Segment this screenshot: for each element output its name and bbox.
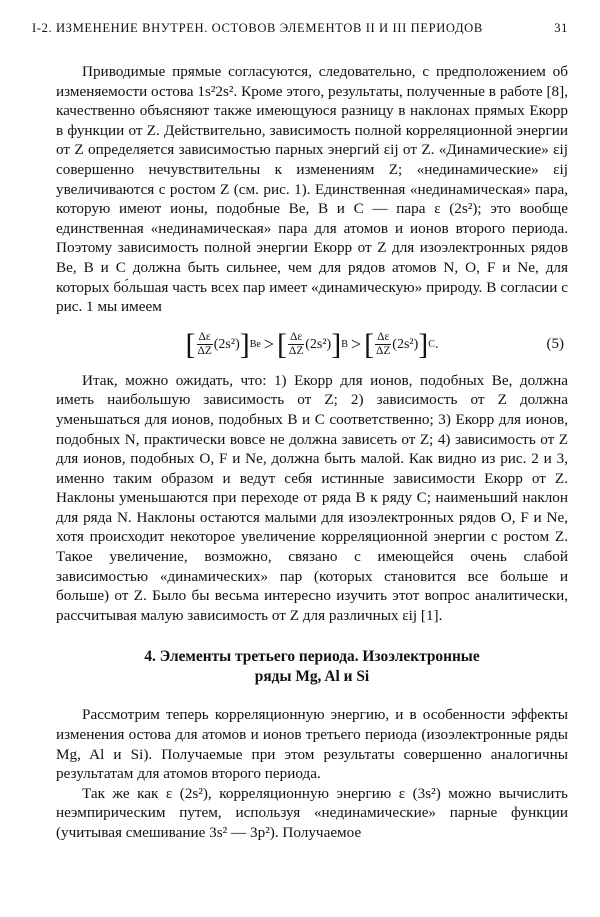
paragraph-2: Итак, можно ожидать, что: 1) Eкорр для ионов, подобных Be, должна иметь наибольшую зависимость от Z; 2) зависимость от Z должна уменьшаться для ионов, подобных B и C соответственно; 3) Eкорр для ионов, подобных N, практически вовсе не должна зависеть от Z; 4) зависимость от Z для ионов, подобных O, F и Ne, должна быть малой. Как видно из рис. 2 и 3, именно таким образом и ведут себя истинные зависимости Eкорр от Z. Наклоны уменьшаются при переходе от ряда B к ряду C; наименьший наклон для ряда N. Наклоны остаются малыми для изоэлектронных рядов O, F и Ne, хотя происходит некоторое увеличение корреляционной энергии с ростом Z. Такое увеличение, возможно, связано с имеющейся очень слабой зависимостью «динамических» пар (которых становится все больше и больше) от Z. Было бы весьма интересно изучить этот вопрос аналитически, рассчитывая малую зависимость от Z для различных εij [1]. [56,371,568,624]
relation-2: > [350,333,362,354]
fraction-1-numerator: Δε [198,331,211,344]
fraction-3 [375,331,391,358]
subscript-be: Be [249,338,261,350]
fraction-2-denominator: ΔZ [288,345,304,358]
page-number: 31 [554,21,568,35]
term-3: (2s²) [392,336,419,352]
term-2: (2s²) [305,336,332,352]
term-1: (2s²) [213,336,240,352]
fraction-3-numerator: Δε [377,331,390,344]
bracket-open: [ [364,327,375,361]
equation-5 [56,323,568,367]
section-heading-line-1: 4. Элементы третьего периода. Изоэлектронные [144,648,480,666]
fraction-1 [197,331,213,358]
page-body [56,62,568,843]
paragraph-4: Так же как ε (2s²), корреляционную энергию ε (3s²) можно вычислить неэмпирическим путем, используя «нединамические» парные функции (учитывая смешивание 3s² — 3p²). Получаемое [56,784,568,841]
equation-number: (5) [546,335,564,352]
bracket-close: ] [239,327,250,361]
section-heading-line-2: ряды Mg, Al и Si [254,668,370,686]
bracket-open: [ [277,327,288,361]
paragraph-3: Рассмотрим теперь корреляционную энергию, и в особенности эффекты изменения остова для атомов и ионов третьего периода (изоэлектронные ряды Mg, Al и Si). Получаемые при этом результаты совершенно аналогичны результатам для атомов второго периода. [56,706,568,783]
bracket-close: ] [331,327,342,361]
fraction-2 [288,331,304,358]
subscript-b: B [341,338,348,350]
running-head [32,20,568,36]
section-heading [96,647,528,687]
running-head-title: I-2. ИЗМЕНЕНИЕ ВНУТРЕН. ОСТОВОВ ЭЛЕМЕНТОВ II И III ПЕРИОДОВ [32,21,483,35]
fraction-2-numerator: Δε [290,331,303,344]
bracket-open: [ [185,327,196,361]
formula-trailing-period: . [434,336,439,352]
subscript-c: C [428,338,435,350]
paragraph-1: Приводимые прямые согласуются, следовательно, с предположением об изменяемости остова 1s²2s². Кроме этого, результаты, полученные в работе [8], качественно объясняют также имеющуюся разницу в наклонах прямых Eкорр в функции от Z. Действительно, зависимость полной корреляционной энергии от Z определяется зависимостью парных энергий εij от Z. «Динамические» εij совершенно нечувствительны к изменениям Z; «нединамические» εij увеличиваются с ростом Z (см. рис. 1). Единственная «нединамическая» пара, которую имеют ионы, подобные Be, B и C — пара ε (2s²); это вообще единственная «нединамическая» пара для атомов и ионов второго периода. Поэтому зависимость полной энергии Eкорр от Z для изоэлектронных рядов Be, B и C должна быть сильнее, чем для рядов атомов N, O, F и Ne, для которых бо́льшая часть всех пар имеет «динамическую» природу. В согласии с рис. 1 мы имеем [56,63,568,316]
fraction-1-denominator: ΔZ [197,345,212,358]
fraction-3-denominator: ΔZ [375,345,391,358]
bracket-close: ] [418,327,429,361]
relation-1: > [263,333,275,354]
